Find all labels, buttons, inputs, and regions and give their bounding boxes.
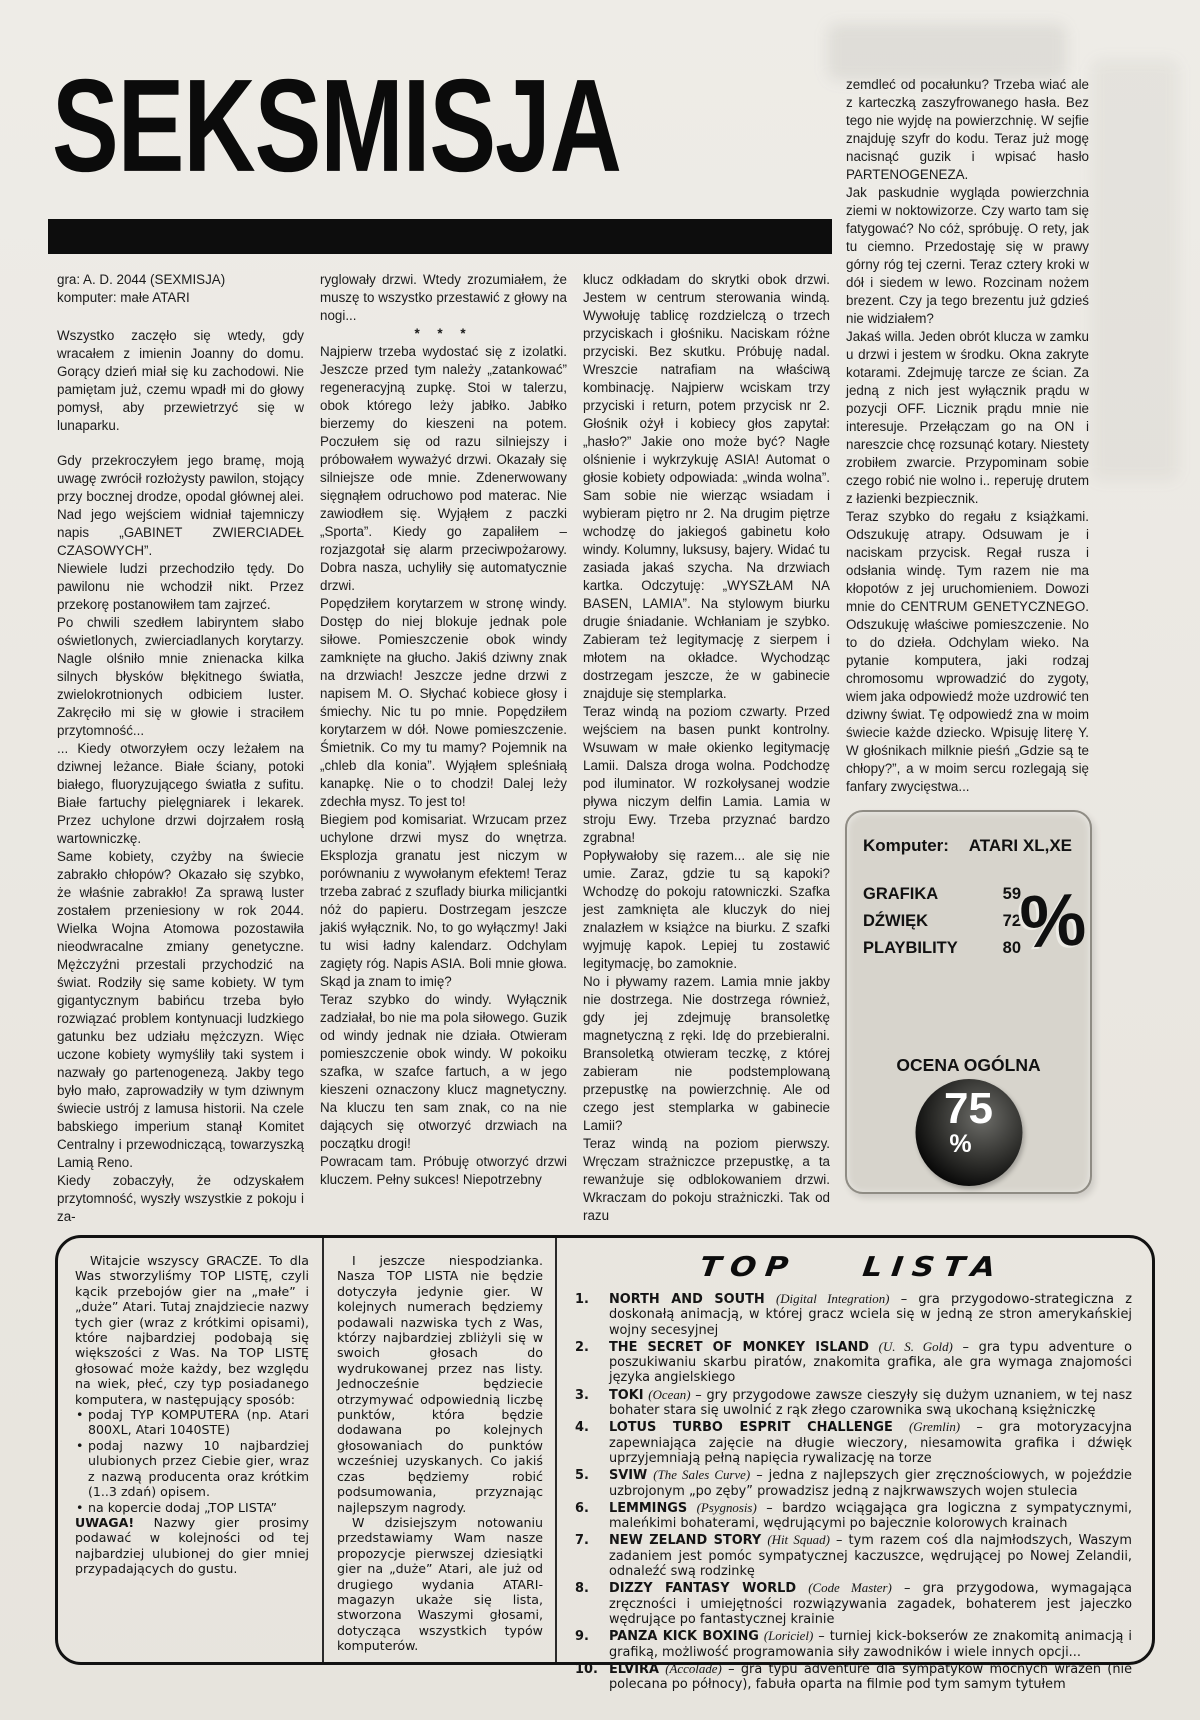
article-paragraph: Wszystko zaczęło się wtedy, gdy wracałem z imienin Joanny do domu. Gorący dzień miał się ku zachodowi. Nie pamiętam już, czemu wpadł mi do głowy pomysł, aby przewietrzyć się w lunaparku. xyxy=(57,328,304,433)
game-publisher: (Psygnosis) xyxy=(696,1500,757,1515)
game-publisher: (Code Master) xyxy=(808,1581,892,1596)
article-paragraph: Najpierw trzeba wydostać się z izolatki. Jeszcze przed tym należy „zatankować” regeneracyjną zupkę. Stoi w talerzu, obok którego leży jabłko. Jabłko bierzemy do kieszeni na potem. Poczułem się od razu silniejszy i próbowałem wyważyć drzwi. Okazały się silniejsze ode mnie. Zdenerwowany sięgnąłem odruchowo pod materac. Nie zawiodłem się. Wyjąłem z paczki „Sporta”. Kiedy go zapaliłem – rozjazgotał się alarm przeciwpożarowy. Dobra nasza, uchyliły się automatycznie drzwi. xyxy=(320,344,567,593)
article-column-4 xyxy=(846,76,1089,796)
article-paragraph: ryglowały drzwi. Wtedy zrozumiałem, że muszę to wszystko przestawić z głowy na nogi... xyxy=(320,272,567,323)
ranking-item xyxy=(572,1340,1132,1386)
rating-computer-row xyxy=(863,836,1072,856)
article-paragraph: Jakaś willa. Jeden obrót klucza w zamku u drzwi i jestem w środku. Okna zakryte kotarami. Zdejmuję tarcze ze ścian. Za jedną z nich jest wyłącznik prądu w pozycji OFF. Licznik prądu mnie nie interesuje. Przełączam go na ON i nareszcie chcę rozsunąć kotary. Niestety zrobiłem zwarcie. Przypominam sobie czego robić nie wolno i.. reperuję drutem z łazienki bezpiecznik. xyxy=(846,329,1089,506)
title-rule xyxy=(48,219,832,254)
article-paragraph: Kiedy zobaczyły, że odzyskałem przytomność, wyszły wszystkie z pokoju i za- xyxy=(57,1173,304,1224)
game-title: LEMMINGS xyxy=(609,1500,688,1516)
instruction-item: • podaj nazwy 10 najbardziej ulubionych przez Ciebie gier, wraz z nazwą producenta oraz krótkim (1..3 zdań) opisem. xyxy=(75,1438,309,1500)
game-publisher: (Gremlin) xyxy=(909,1420,961,1435)
ranking-item xyxy=(572,1420,1132,1466)
article-paragraph: Teraz szybko do regału z książkami. Odszukuję atrapy. Odsuwam je i naciskam przycisk. Regał rusza i odsłania windę. Tym razem nie ma kłopotów z jej uruchomieniem. Dowozi mnie do CENTRUM GENETYCZNEGO. Odszukuję właściwe pomieszczenie. No to do dzieła. Odchylam wieko. Na pytanie komputera, jaki rodzaj chromosomu wprowadzić do zygoty, wiem jaka odpowiedź może uzdrowić ten dziwny świat. Tę odpowiedź zna w moim świecie każde dziecko. Wpisuję literę Y. W głośnikach milknie pieśń „Gdzie są te chłopy?”, a w moim sercu rozlegają się fanfary zwycięstwa... xyxy=(846,509,1089,794)
article-paragraphs xyxy=(320,271,567,325)
article-paragraph: No i pływamy razem. Lamia mnie jakby nie dostrzega. Nie dostrzega również, gdy jej zdejmuję bransoletkę magnetyczną z ręki. Idę do przebieralni. Bransoletką otwieram teczkę, z której zabieram nie podstemplowaną przepustkę na powierzchnię. Ale od czego jest stemplarka w gabinecie Lamii? xyxy=(583,974,830,1133)
intro-paragraph: I jeszcze niespodzianka. Nasza TOP LISTA nie będzie dotyczyła jedynie gier. W kolejnych numerach będziemy podawali nazwiska tych z Was, którzy najbardziej zbliżyli się w swoich głosach do wydrukowanej przez nas listy. Jednocześnie będziecie otrzymywać odpowiednią liczbę punktów, która będzie dodawana po kolejnych głosowaniach do punktów wcześniej uzyskanych. Co jakiś czas będziemy robić podsumowania, przyznając najlepszym nagrody. xyxy=(337,1253,543,1515)
ranking-item xyxy=(572,1501,1132,1532)
game-title: PANZA KICK BOXING xyxy=(609,1629,759,1645)
game-publisher: (The Sales Curve) xyxy=(653,1468,751,1483)
game-description: – gra typu adventure dla sympatyków mocnych wrażeń (nie polecana po północy), fabuła oparta na filmie pod tym samym tytułem xyxy=(609,1661,1133,1693)
score-value: 80 xyxy=(1002,939,1021,957)
article-column-2 xyxy=(320,271,567,1189)
game-description: – jedna z najlepszych gier zręcznościowych, w pojeździe uzbrojonym „po zęby” prowadzisz jedną z najkrwawszych wojen stulecia xyxy=(609,1468,1132,1499)
toplista-logo: TOP LISTA xyxy=(697,1251,1007,1283)
game-description: – tym razem coś dla najmłodszych, Waszym zadaniem jest pomóc sympatycznej kaczuszce, wędrującej po Nowej Zelandii, odnaleźć swą rodzinkę xyxy=(609,1533,1132,1580)
computer-value: ATARI XL,XE xyxy=(968,836,1072,855)
score-label: PLAYBILITY xyxy=(863,939,958,957)
score-row xyxy=(863,935,1021,962)
score-row xyxy=(863,881,1021,908)
article-paragraph: Same kobiety, czyżby na świecie zabrakło chłopów? Okazało się szybko, że właśnie zabrakło! Za sprawą luster zostałem przeniesiony w rok 2044. Wielka Wojna Atomowa pozostawiła nieodwracalne zmiany genetyczne. Mężczyźni przestali przychodzić na świat. Rodziły się same kobiety. W tym gigantycznym babińcu trzeba było rozwiązać problem kontynuacji ludzkiego gatunku bez udziału mężczyzn. Więc uczone kobiety wymyśliły taki system i nazwały go partenogenezą. Jakby tego było mało, zaprowadziły w tym dziwnym świecie ustrój z lamusa historii. Na czele babskiego imperium stanął Komitet Centralny i przewodniczącą, towarzyszką Lamią Reno. xyxy=(57,849,304,1170)
intro-paragraph: W dzisiejszym notowaniu przedstawiamy Wam nasze propozycje pierwszej dziesiątki gier na „duże” Atari, ale już od drugiego wydania ATARI-magazyn ukaże się lista, stworzona Waszymi głosami, dotycząca wszystkich typów komputerów. xyxy=(337,1514,543,1654)
scan-artifact xyxy=(828,24,1066,80)
score-list xyxy=(863,881,1021,962)
game-title: TOKI xyxy=(609,1387,644,1403)
ranking-number: 7. xyxy=(575,1533,589,1549)
article-paragraph: Po chwili szedłem labiryntem słabo oświetlonych, zwierciadlanych korytarzy. Nagle olśniło mnie znienacka kilka silnych błysków błękitnego światła, zwielokrotnionych odbiciem luster. Zakręciło mi się w głowie i straciłem przytomność... xyxy=(57,615,304,738)
score-value: 72 xyxy=(1002,912,1021,930)
article-column-1 xyxy=(57,271,304,1226)
ranking-number: 6. xyxy=(575,1500,589,1516)
game-title: LOTUS TURBO ESPRIT CHALLENGE xyxy=(609,1420,893,1436)
section-separator: * * * xyxy=(414,326,473,341)
warning-lead: UWAGA! xyxy=(75,1514,135,1530)
ranking-number: 3. xyxy=(575,1387,589,1403)
ranking-number: 5. xyxy=(575,1468,589,1484)
article-paragraph: Biegiem pod komisariat. Wrzucam przez uchylone drzwi mysz do wnętrza. Eksplozja granatu jest niczym w porównaniu z wywołanym efektem! Teraz trzeba zabrać z szuflady biurka milicjantki nóż do papieru. Dostrzegam jeszcze jakiś wyłącznik. No, to go wyłączmy! Jaki tu wisi ładny kalendarz. Odchylam zagięty róg. Napis ASIA. Boli mnie głowa. Skąd ja znam to imię? xyxy=(320,812,567,989)
article-paragraph: Popływałoby się razem... ale się nie umie. Zaraz, gdzie tu są kapoki? Wchodzę do pokoju ratowniczki. Szafka jest zamknięta ale kluczyk do niej znalazłem w książce na biurku. Z szafki wyjmuję kapok. Lepiej tu zostawić legitymację, bo zamoknie. xyxy=(583,848,830,971)
toplista-intro-col1 xyxy=(58,1238,324,1662)
article-paragraph: zemdleć od pocałunku? Trzeba wiać ale z karteczką zaszyfrowanego hasła. Bez tego nie wyjdę na powierzchnię. W sejfie znajduję szyfr do kodu. Teraz już mogę nacisnąć guzik i wpisać hasło PARTENOGENEZA. xyxy=(846,77,1089,182)
warning-text: Nazwy gier prosimy podawać w kolejności od tej najbardziej ulubionej do gier mniej przypadających do gustu. xyxy=(75,1514,309,1577)
percent-symbol: % xyxy=(1018,877,1089,964)
game-title: SVIW xyxy=(609,1468,648,1484)
toplista-intro-col2 xyxy=(324,1238,557,1662)
article-paragraphs xyxy=(57,327,304,1226)
instruction-item: • na kopercie dodaj „TOP LISTA” xyxy=(75,1500,309,1515)
game-publisher: (Accolade) xyxy=(665,1661,722,1676)
game-ranking-list xyxy=(572,1292,1132,1692)
game-description: – bardzo wciągająca gra logiczna z sympatycznymi, maleńkimi bohaterami, wędrującymi po bajecznie kolorowych krainach xyxy=(609,1500,1132,1532)
article-column-3 xyxy=(583,271,830,1225)
article-paragraph: Powracam tam. Próbuję otworzyć drzwi kluczem. Pełny sukces! Niepotrzebny xyxy=(320,1154,567,1187)
ranking-item xyxy=(572,1662,1132,1693)
game-description: – gry przygodowe zawsze cieszyły się dużym uznaniem, w tej nasz bohater stara się uwolnić z rąk złego czarownika swą ukochaną księżniczkę xyxy=(609,1387,1132,1419)
game-meta-line: gra: A. D. 2044 (SEXMISJA) xyxy=(57,272,226,287)
ranking-number: 9. xyxy=(575,1629,589,1645)
article-paragraph: klucz odkładam do skrytki obok drzwi. Jestem w centrum sterowania windą. Wywołuję tablicę rozdzielczą o trzech przyciskach i głośniku. Naciskam różne przyciski. Bez skutku. Próbuję nadal. Wreszcie natrafiam na właściwą kombinację. Najpierw wciskam trzy przyciski i return, potem przycisk nr 2. Głośnik ożył i kobiecy głos zapytał: „hasło?” Jakie ono może być? Nagłe olśnienie i wykrzykuję ASIA! Automat o głosie kobiety odpowiada: „winda wolna”. Sam sobie nie wierząc wsiadam i wybieram piętro nr 2. Na drugim piętrze wchodzę do jakiegoś gabinetu koło windy. Kolumny, luksusy, bajery. Widać tu zasiada jakaś szycha. Na drzwiach kartka. Odczytuję: „WYSZŁAM NA BASEN, LAMIA”. Na stylowym biurku drugie śniadanie. Wchłaniam je szybko. Zabieram też legitymację z sierpem i młotem na okładce. Wychodząc dostrzegam jeszcze, że w gabinecie znajduje się stemplarka. xyxy=(583,272,830,701)
game-title: NEW ZELAND STORY xyxy=(609,1533,762,1549)
game-title: THE SECRET OF MONKEY ISLAND xyxy=(609,1339,869,1355)
article-paragraph: ... Kiedy otworzyłem oczy leżałem na dziwnej leżance. Białe ściany, potoki białego, fluoryzującego światła z sufitu. Białe fartuchy pielęgniarek i lekarek. Przez uchylone drzwi dojrzałem rosłą wartowniczkę. xyxy=(57,741,304,846)
scan-artifact xyxy=(1092,60,1178,480)
ranking-number: 10. xyxy=(575,1661,598,1677)
game-publisher: (Hit Squad) xyxy=(767,1533,830,1548)
game-publisher: (Digital Integration) xyxy=(775,1292,890,1306)
ranking-number: 1. xyxy=(575,1292,589,1307)
article-paragraphs xyxy=(320,343,567,1189)
instruction-item: • podaj TYP KOMPUTERA (np. Atari 800XL, Atari 1040STE) xyxy=(75,1407,309,1438)
overall-score-unit: % xyxy=(949,1130,972,1158)
ranking-item xyxy=(572,1533,1132,1579)
warning-paragraph xyxy=(75,1515,309,1577)
article-paragraph: Gdy przekroczyłem jego bramę, moją uwagę zwrócił rozłożysty pawilon, stojący przy bocznej drodze, opodal głównej alei. Nad jego wejściem widniał tajemniczy napis „GABINET ZWIERCIADEŁ CZASOWYCH”. xyxy=(57,453,304,558)
toplista-ranking xyxy=(557,1238,1152,1693)
ranking-item xyxy=(572,1581,1132,1627)
ranking-number: 4. xyxy=(575,1420,589,1436)
article-paragraph: Teraz szybko do windy. Wyłącznik zadziałał, bo nie ma pola siłowego. Guzik od windy jednak nie działa. Otwieram pomieszczenie obok windy. W pokoiku szafka, w szafce fartuch, a w jego kieszeni oznaczony klucz magnetyczny. Na kluczu ten sam znak, co na nie dających się otworzyć drzwiach na początku drogi! xyxy=(320,992,567,1151)
ranking-item xyxy=(572,1388,1132,1419)
article-paragraph: Popędziłem korytarzem w stronę windy. Dostęp do niej blokuje jednak pole siłowe. Pomieszczenie obok windy zamknięte na głucho. Jakiś dziwny znak na drzwiach! Jeszcze jedne drzwi z napisem M. O. Słychać kobiece głosy i śmiechy. Nic tu po mnie. Popędziłem korytarzem w dół. Nowe pomieszczenie. Śmietnik. Co my tu mamy? Pojemnik na „chleb dla konia”. Wyjąłem spleśniałą kanapkę. Nie o to chodzi! Dalej leży zdechła mysz. To jest to! xyxy=(320,596,567,809)
overall-score-badge xyxy=(915,1079,1022,1186)
ranking-item xyxy=(572,1629,1132,1660)
ranking-number: 8. xyxy=(575,1581,589,1597)
game-description: – gra motoryzacyjna zapewniająca zajęcie na długie wieczory, niesamowita grafika i dźwięk uprzyjemniają pełną napięcia rywalizację na torze xyxy=(609,1420,1132,1466)
computer-meta-line: komputer: małe ATARI xyxy=(57,290,190,305)
overall-rating-label: OCENA OGÓLNA xyxy=(896,1055,1041,1075)
game-title: ELVIRA xyxy=(609,1661,659,1677)
article-paragraph: Teraz windą na poziom pierwszy. Wręczam strażniczce przepustkę, a ta rewanżuje się odblokowaniem drzwi. Wkraczam do pokoju strażniczki. Tak od razu xyxy=(583,1136,830,1223)
article-paragraph: Niewiele ludzi przechodziło tędy. Do pawilonu nie wchodził nikt. Przez przekorę postanowiłem tam zajrzeć. xyxy=(57,561,304,612)
game-title: DIZZY FANTASY WORLD xyxy=(609,1581,797,1597)
article-paragraph: Jak paskudnie wygląda powierzchnia ziemi w noktowizorze. Czy warto tam się fatygować? No cóż, spróbuję. O rety, jak tu ciemno. Przedostaję się w prawy górny róg tej czerni. Teraz cztery kroki w dół i siedem w lewo. Rozcinam nożem brezent. Czy ja tego brezentu już gdzieś nie widziałem? xyxy=(846,185,1089,326)
article-paragraph xyxy=(57,435,304,452)
game-publisher: (Ocean) xyxy=(648,1387,691,1402)
game-publisher: (Loriciel) xyxy=(763,1629,814,1644)
score-label: DŹWIĘK xyxy=(863,912,929,930)
page-title: SEKSMISJA xyxy=(52,52,621,200)
score-value: 59 xyxy=(1002,885,1021,903)
article-paragraph: Teraz windą na poziom czwarty. Przed wejściem na basen punkt kontrolny. Wsuwam w małe okienko legitymację Lamii. Dalsza droga wolna. Podchodzę pod iluminator. W rozkołysanej wodzie pływa niczym delfin Lamia. Lamia w stroju Ewy. Trzeba przyznać bardzo zgrabna! xyxy=(583,704,830,845)
game-publisher: (U. S. Gold) xyxy=(878,1339,953,1354)
ranking-number: 2. xyxy=(575,1339,589,1355)
voting-instructions xyxy=(75,1407,309,1515)
top-lista-section xyxy=(55,1235,1155,1693)
ranking-item xyxy=(572,1292,1132,1338)
ranking-item xyxy=(572,1468,1132,1499)
overall-score-value: 75 xyxy=(944,1084,993,1133)
game-description: – gra przygodowo-strategiczna z doskonałą animacją, w której gracz wciela się w jedną ze stron amerykańskiej wojny secesyjnej xyxy=(609,1292,1132,1338)
game-title: NORTH AND SOUTH xyxy=(609,1292,765,1307)
game-description: – turniej kick-bokserów ze znakomitą animacją i grafiką, możliwość programowania siły zawodników i wiele innych opcji... xyxy=(609,1629,1132,1660)
intro-paragraph: Witajcie wszyscy GRACZE. To dla Was stworzyliśmy TOP LISTĘ, czyli kącik przebojów gier na „małe” i „duże” Atari. Tutaj znajdziecie nazwy tych gier (wraz z krótkimi opisami), które najbardziej podobają się większości z Was. Na TOP LISTĘ głosować może każdy, bez względu na wiek, płeć, czy typ posiadanego komputera, w następujący sposób: xyxy=(75,1253,309,1407)
game-description: – gra przygodowa, wymagająca zręczności i umiejętności rozwiązywania zagadek, bohaterem jest jajeczko wędrujące po fantastycznej krainie xyxy=(609,1581,1132,1627)
score-label: GRAFIKA xyxy=(863,885,939,903)
score-row xyxy=(863,908,1021,935)
game-description: – gra typu adventure o poszukiwaniu skarbu piratów, znakomita grafika, ale gra wymaga znajomości języka angielskiego xyxy=(609,1339,1133,1386)
computer-label: Komputer: xyxy=(863,836,949,855)
rating-panel xyxy=(845,810,1092,1194)
